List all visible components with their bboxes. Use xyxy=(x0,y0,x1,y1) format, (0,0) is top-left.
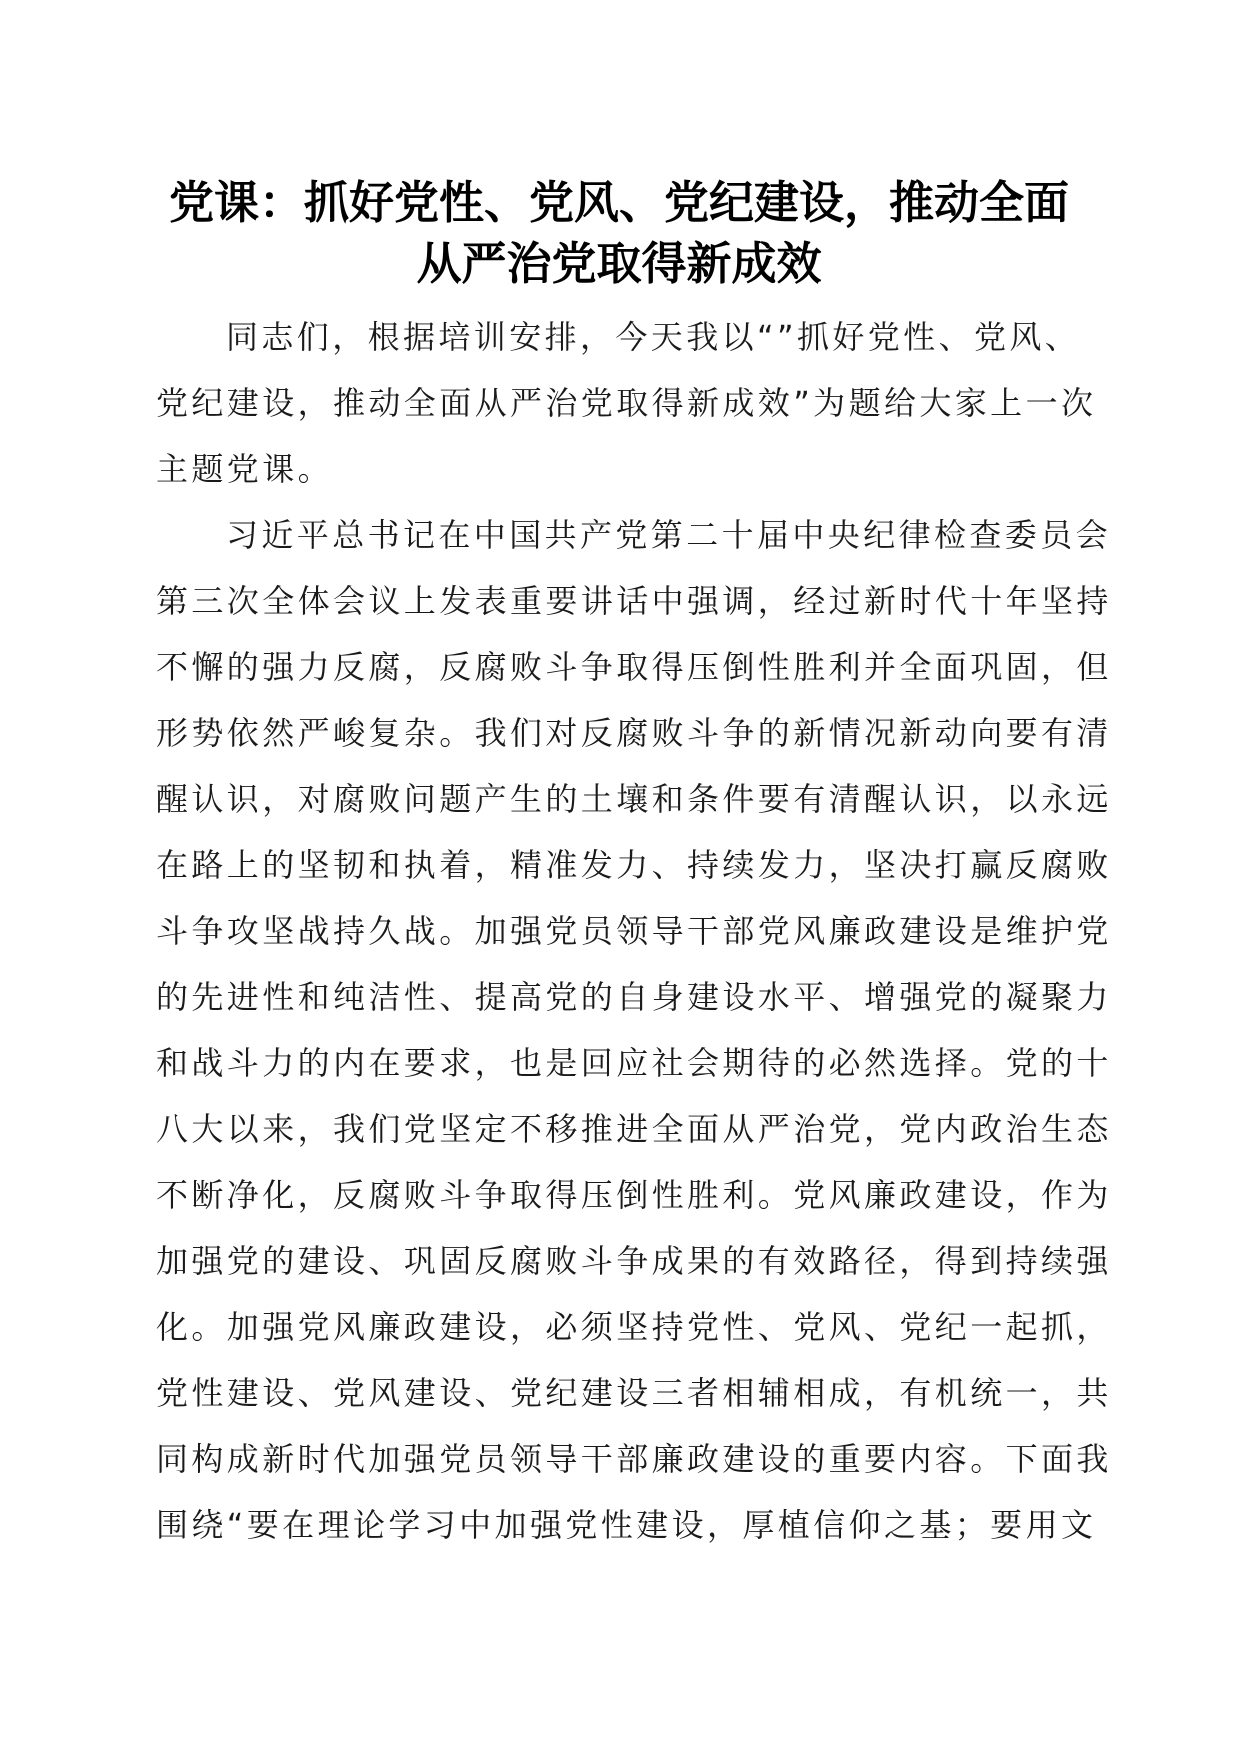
paragraph-line: 形势依然严峻复杂。我们对反腐败斗争的新情况新动向要有清 xyxy=(156,714,1112,752)
paragraph-line: 醒认识，对腐败问题产生的土壤和条件要有清醒认识，以永远 xyxy=(156,780,1112,818)
paragraph-line: 和战斗力的内在要求，也是回应社会期待的必然选择。党的十 xyxy=(156,1044,1112,1082)
paragraph-line: 同志们，根据培训安排，今天我以“”抓好党性、党风、 xyxy=(226,318,1081,356)
title-line-1: 党课：抓好党性、党风、党纪建设，推动全面 xyxy=(168,176,1069,229)
paragraph-line: 不懈的强力反腐，反腐败斗争取得压倒性胜利并全面巩固，但 xyxy=(156,648,1112,686)
paragraph-line: 八大以来，我们党坚定不移推进全面从严治党，党内政治生态 xyxy=(156,1110,1112,1148)
paragraph-line: 同构成新时代加强党员领导干部廉政建设的重要内容。下面我 xyxy=(156,1440,1112,1478)
paragraph-line: 不断净化，反腐败斗争取得压倒性胜利。党风廉政建设，作为 xyxy=(156,1176,1112,1214)
paragraph-line: 的先进性和纯洁性、提高党的自身建设水平、增强党的凝聚力 xyxy=(156,978,1112,1016)
paragraph-line: 党性建设、党风建设、党纪建设三者相辅相成，有机统一，共 xyxy=(156,1374,1112,1412)
paragraph-line: 围绕“要在理论学习中加强党性建设，厚植信仰之基；要用文 xyxy=(156,1506,1097,1544)
paragraph-line: 化。加强党风廉政建设，必须坚持党性、党风、党纪一起抓， xyxy=(156,1308,1112,1346)
title-line-2: 从严治党取得新成效 xyxy=(416,237,822,290)
paragraph-main xyxy=(156,502,1112,1558)
document-title xyxy=(156,172,1082,294)
document-body xyxy=(156,304,1112,1558)
paragraph-line: 第三次全体会议上发表重要讲话中强调，经过新时代十年坚持 xyxy=(156,582,1112,620)
paragraph-line: 斗争攻坚战持久战。加强党员领导干部党风廉政建设是维护党 xyxy=(156,912,1112,950)
paragraph-line: 习近平总书记在中国共产党第二十届中央纪律检查委员会 xyxy=(226,516,1112,554)
paragraph-line: 党纪建设，推动全面从严治党取得新成效”为题给大家上一次 xyxy=(156,384,1097,422)
paragraph-line: 主题党课。 xyxy=(156,450,334,488)
document-content xyxy=(156,172,1112,1558)
paragraph-line: 加强党的建设、巩固反腐败斗争成果的有效路径，得到持续强 xyxy=(156,1242,1112,1280)
paragraph-intro xyxy=(156,304,1097,502)
paragraph-line: 在路上的坚韧和执着，精准发力、持续发力，坚决打赢反腐败 xyxy=(156,846,1112,884)
